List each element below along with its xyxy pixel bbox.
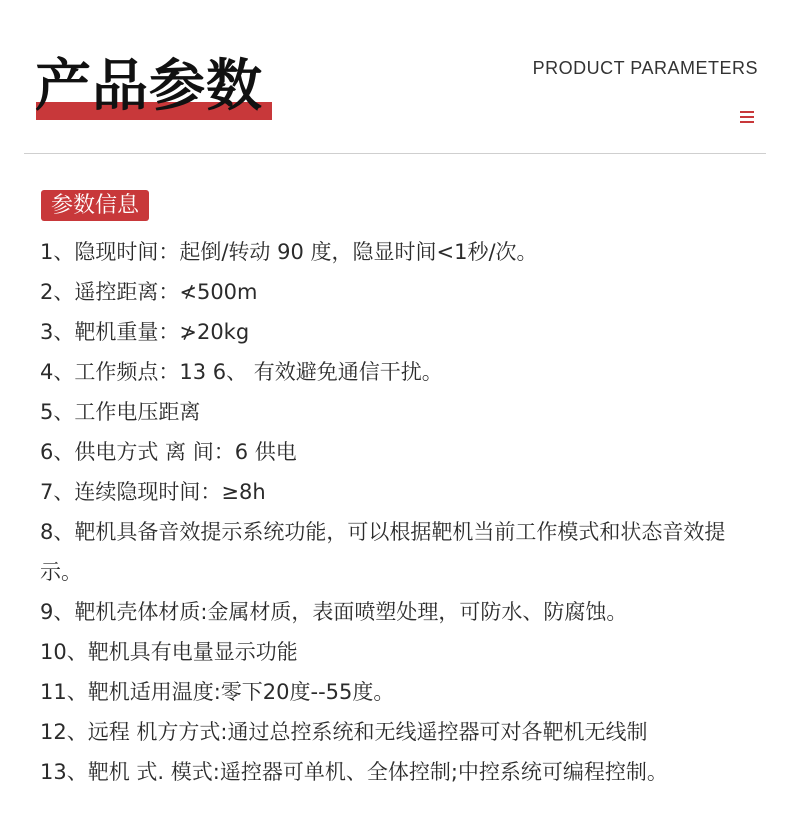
param-item: 7、连续隐现时间：≥8h xyxy=(40,480,266,504)
param-item: 13、靶机 式. 模式:遥控器可单机、全体控制;中控系统可编程控制。 xyxy=(40,760,668,784)
page-title-block xyxy=(35,52,263,122)
menu-icon-line xyxy=(740,111,754,113)
menu-icon-line xyxy=(740,121,754,123)
section-badge: 参数信息 xyxy=(41,190,149,221)
param-item: 12、远程 机方方式:通过总控系统和无线遥控器可对各靶机无线制 xyxy=(40,720,648,744)
menu-icon[interactable] xyxy=(740,111,754,126)
page-title: 产品参数 xyxy=(35,54,263,119)
param-item: 6、供电方式 离 间：6 供电 xyxy=(40,440,297,464)
param-item: 4、工作频点：13 6、 有效避免通信干扰。 xyxy=(40,360,443,384)
param-item: 3、靶机重量：≯20kg xyxy=(40,320,250,344)
param-item: 8、靶机具备音效提示系统功能，可以根据靶机当前工作模式和状态音效提示。 xyxy=(40,520,726,584)
param-item: 10、靶机具有电量显示功能 xyxy=(40,640,298,664)
param-item: 9、靶机壳体材质:金属材质，表面喷塑处理，可防水、防腐蚀。 xyxy=(40,600,628,624)
menu-icon-line xyxy=(740,116,754,118)
param-item: 2、遥控距离：≮500m xyxy=(40,280,258,304)
header-divider xyxy=(24,153,766,154)
param-item: 1、隐现时间：起倒/转动 90 度，隐显时间<1秒/次。 xyxy=(40,240,538,264)
param-list xyxy=(40,232,764,792)
param-item: 11、靶机适用温度:零下20度--55度。 xyxy=(40,680,395,704)
page-subtitle-en: PRODUCT PARAMETERS xyxy=(532,58,758,78)
param-item: 5、工作电压距离 xyxy=(40,400,201,424)
